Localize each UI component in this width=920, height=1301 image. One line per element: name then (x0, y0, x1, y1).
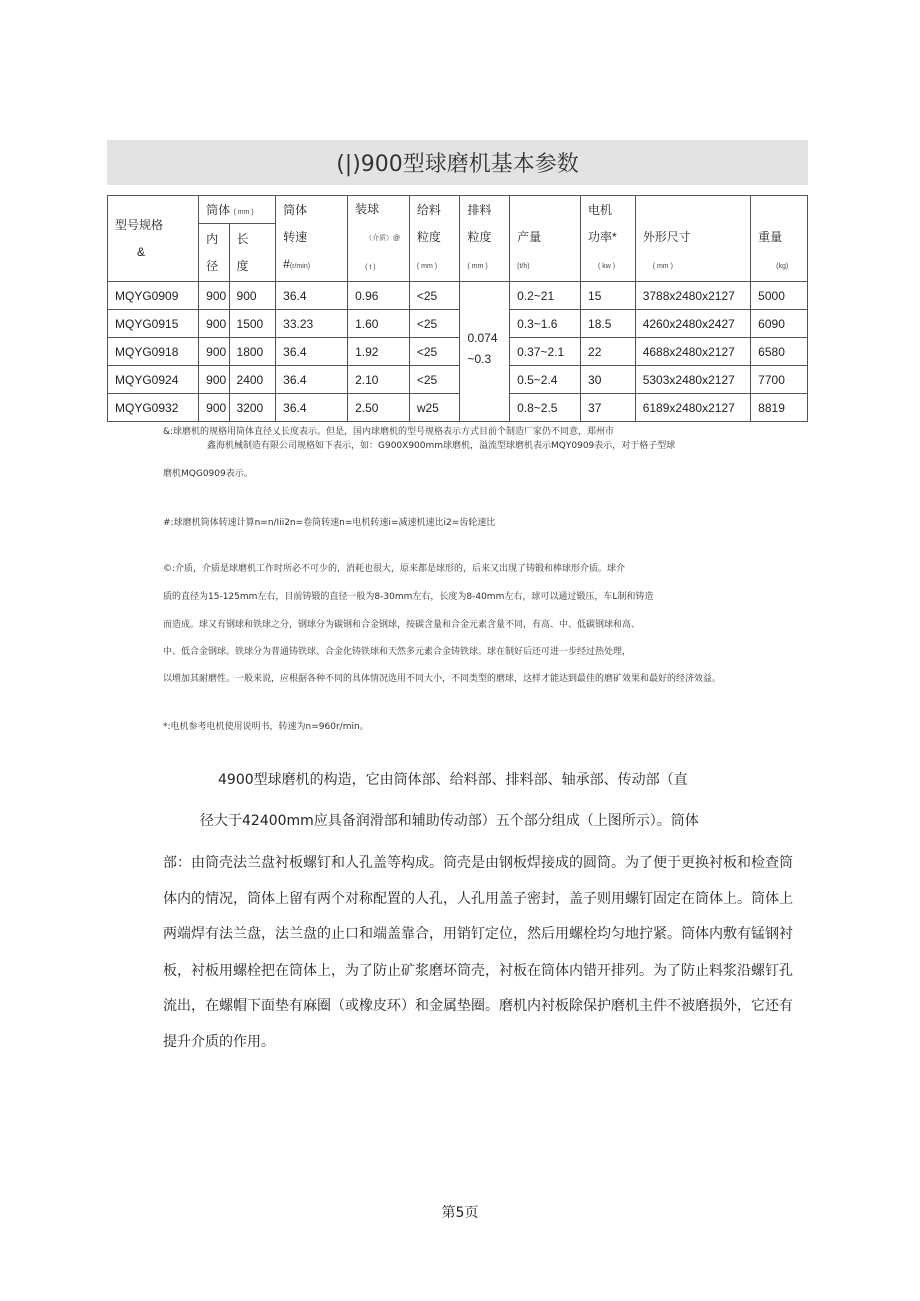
note-spec-line3: 磨机MQG0909表示。 (163, 469, 253, 479)
cell-inner: 900 (199, 366, 229, 394)
cell-feed: <25 (409, 366, 460, 394)
cell-model: MQYG0932 (108, 394, 199, 422)
cell-ball: 2.10 (348, 366, 410, 394)
header-feed (409, 196, 460, 282)
header-inner-l2: 径 (206, 258, 219, 273)
cell-inner: 900 (199, 338, 229, 366)
header-discharge-l2: 粒度 (467, 230, 492, 244)
section-title-bar (107, 140, 808, 185)
header-model-symbol: & (137, 244, 146, 259)
cell-model: MQYG0909 (108, 282, 199, 310)
header-output-unit: (t/h) (517, 263, 530, 270)
cell-output: 0.37~2.1 (510, 338, 581, 366)
cell-output: 0.8~2.5 (510, 394, 581, 422)
cell-weight: 6580 (751, 338, 808, 366)
header-length (229, 224, 276, 282)
note-media-line1: ©:介质，介质是球磨机工作时所必不可少的，消耗也很大，原来都是球形的，后来又出现了铸锻和棒球形介质。球介 (163, 564, 626, 574)
body-line-8: 提升介质的作用。 (163, 1034, 275, 1050)
cell-power: 15 (581, 282, 636, 310)
section-title: (|)900型球磨机基本参数 (336, 152, 579, 177)
header-speed-unit: (r/min) (289, 263, 311, 270)
header-discharge-l1: 排料 (467, 203, 492, 217)
cell-length: 2400 (229, 366, 276, 394)
header-speed-symbol: # (283, 257, 290, 271)
header-weight-unit: (kg) (776, 263, 789, 270)
header-discharge-unit: ( mm ) (467, 263, 488, 270)
header-inner (199, 224, 229, 282)
header-weight-l1: 重量 (758, 230, 783, 244)
cell-dims: 3788x2480x2127 (635, 282, 750, 310)
table-header-row-1 (108, 196, 808, 224)
header-output-l1: 产量 (517, 230, 542, 244)
cell-model: MQYG0924 (108, 366, 199, 394)
header-feed-l1: 给料 (416, 203, 441, 217)
note-spec-line1: &:球磨机的规格用筒体直径乂长度表示。但是，国内球磨机的型号规格表示方式目前个制造厂家仍不同意，郑州市 (163, 427, 615, 437)
header-dims-l1: 外形尺寸 (642, 230, 691, 244)
header-weight (751, 196, 808, 282)
cell-dims: 5303x2480x2127 (635, 366, 750, 394)
header-shell (199, 196, 276, 224)
discharge-value-l2: ~0.3 (467, 351, 492, 366)
table-row (108, 366, 808, 394)
cell-feed: <25 (409, 338, 460, 366)
parameter-table (107, 195, 808, 422)
cell-power: 30 (581, 366, 636, 394)
cell-feed: w25 (409, 394, 460, 422)
cell-power: 18.5 (581, 310, 636, 338)
discharge-value-l1: 0.074 (467, 330, 498, 345)
note-motor: *:电机参考电机使用说明书，转速为n=960r/min。 (163, 722, 369, 732)
cell-discharge (460, 282, 510, 422)
cell-inner: 900 (199, 310, 229, 338)
cell-feed: <25 (409, 310, 460, 338)
cell-length: 900 (229, 282, 276, 310)
header-length-l2: 度 (236, 258, 249, 273)
cell-length: 1800 (229, 338, 276, 366)
header-feed-unit: ( mm ) (416, 263, 438, 270)
page-number: 第5页 (441, 1205, 479, 1221)
body-line-1: 4900型球磨机的构造，它由筒体部、给料部、排料部、轴承部、传动部（直 (218, 772, 688, 788)
header-length-l1: 长 (236, 231, 249, 246)
cell-ball: 1.92 (348, 338, 410, 366)
cell-length: 3200 (229, 394, 276, 422)
cell-weight: 8819 (751, 394, 808, 422)
cell-output: 0.5~2.4 (510, 366, 581, 394)
header-ball-l1: 装球 (355, 202, 380, 216)
cell-dims: 6189x2480x2127 (635, 394, 750, 422)
body-line-7: 流出，在螺帽下面垫有麻圈（或橡皮环）和金属垫圈。磨机内衬板除保护磨机主件不被磨损外，它还有 (163, 998, 793, 1014)
header-discharge (460, 196, 510, 282)
body-line-2: 径大于42400mm应具备润滑部和辅助传动部）五个部分组成（上图所示）。筒体 (200, 813, 699, 829)
cell-weight: 5000 (751, 282, 808, 310)
header-speed-l2: 转速 (283, 230, 308, 244)
note-spec-line2: 鑫海机械制造有限公司规格如下表示，如：G900X900mm球磨机，溢流型球磨机表示MQY0909表示，对于格子型球 (207, 441, 676, 451)
body-line-5: 两端焊有法兰盘，法兰盘的止口和端盖靠合，用销钉定位，然后用螺栓均匀地拧紧。筒体内敷有锰钢衬 (163, 926, 793, 942)
note-speed: #:球磨机筒体转速计算n=n/Iii2n=卷筒转速n=电机转速i=减速机速比i2=齿轮速比 (163, 518, 496, 528)
cell-weight: 6090 (751, 310, 808, 338)
body-line-6: 板，衬板用螺栓把在筒体上，为了防止矿浆磨坏筒壳，衬板在筒体内错开排列。为了防止料浆沿螺钉孔 (163, 963, 793, 979)
body-line-3: 部：由筒壳法兰盘衬板螺钉和人孔盖等构成。筒壳是由钢板焊接成的圆筒。为了便于更换衬板和检查筒 (163, 855, 793, 871)
cell-speed: 36.4 (276, 394, 348, 422)
cell-feed: <25 (409, 282, 460, 310)
cell-speed: 36.4 (276, 338, 348, 366)
header-model (108, 196, 199, 282)
header-model-text: 型号规格 (115, 217, 164, 232)
cell-model: MQYG0915 (108, 310, 199, 338)
header-shell-unit: ( mm ) (233, 209, 254, 217)
note-media-line3: 而造成。球又有钢球和铁球之分，钢球分为碳钢和合金钢球，按碳含量和合金元素含量不同，有高、中、低碳钢球和高、 (163, 620, 641, 630)
cell-weight: 7700 (751, 366, 808, 394)
table-row (108, 394, 808, 422)
header-ball-unit: ( t ) (365, 264, 376, 271)
header-motor (581, 196, 636, 282)
header-dims (635, 196, 750, 282)
cell-output: 0.3~1.6 (510, 310, 581, 338)
table-row (108, 310, 808, 338)
header-feed-l2: 粒度 (416, 230, 441, 244)
header-speed-l1: 筒体 (283, 203, 308, 217)
cell-dims: 4260x2480x2427 (635, 310, 750, 338)
cell-speed: 36.4 (276, 366, 348, 394)
header-speed (276, 196, 348, 282)
cell-power: 37 (581, 394, 636, 422)
header-inner-l1: 内 (206, 231, 219, 246)
cell-model: MQYG0918 (108, 338, 199, 366)
cell-inner: 900 (199, 282, 229, 310)
note-media-line4: 中、低合金钢球。铁球分为普通铸铁球、合金化铸铁球和天然多元素合金铸铁球。球在制好后还可进一步经过热处理， (163, 647, 632, 657)
cell-output: 0.2~21 (510, 282, 581, 310)
cell-power: 22 (581, 338, 636, 366)
table-row (108, 338, 808, 366)
cell-length: 1500 (229, 310, 276, 338)
header-ball-sub: （介质）@ (365, 235, 401, 242)
body-line-4: 体内的情况，筒体上留有两个对称配置的人孔，人孔用盖子密封，盖子则用螺钉固定在筒体上。筒体上 (163, 891, 793, 907)
table-row (108, 282, 808, 310)
cell-speed: 33.23 (276, 310, 348, 338)
header-output (510, 196, 581, 282)
cell-ball: 0.96 (348, 282, 410, 310)
cell-speed: 36.4 (276, 282, 348, 310)
cell-dims: 4688x2480x2127 (635, 338, 750, 366)
note-media-line5: 以增加其耐磨性。一般来说，应根据各种不同的具体情况选用不同大小，不同类型的磨球，这样才能达到最佳的磨矿效果和最好的经济效益。 (163, 674, 722, 684)
header-motor-l1: 电机 (588, 203, 613, 217)
header-ball (348, 196, 410, 282)
cell-inner: 900 (199, 394, 229, 422)
header-motor-unit: ( kw ) (598, 263, 616, 270)
cell-ball: 1.60 (348, 310, 410, 338)
header-dims-unit: ( mm ) (652, 263, 673, 270)
header-motor-l2: 功率* (588, 230, 617, 244)
cell-ball: 2.50 (348, 394, 410, 422)
note-media-line2: 质的直径为15-125mm左右，目前铸锻的直径一般为8-30mm左右，长度为8-40mm左右，球可以通过锻压，车L制和铸造 (163, 592, 654, 602)
header-shell-text: 筒体 (206, 203, 231, 218)
